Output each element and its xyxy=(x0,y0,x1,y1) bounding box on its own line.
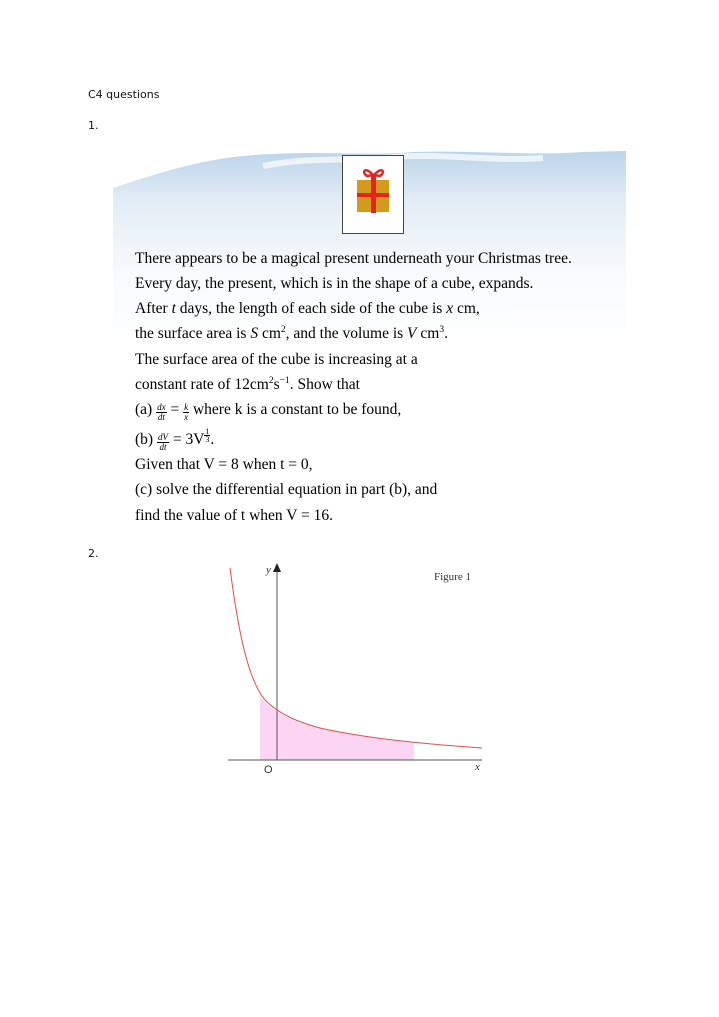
q1-line-3: After t days, the length of each side of the cube is x cm, xyxy=(135,300,480,317)
page-title: C4 questions xyxy=(88,88,160,101)
q1-given: Given that V = 8 when t = 0, xyxy=(135,456,313,473)
exponent-one-third: $\frac{1}{3}$ xyxy=(205,427,210,444)
question-2-number: 2. xyxy=(88,547,99,560)
gift-image-frame xyxy=(342,155,404,234)
axis-y-label: y xyxy=(266,564,271,576)
axis-x-label: x xyxy=(475,761,480,773)
y-axis-arrow xyxy=(273,563,281,572)
origin-label: O xyxy=(264,764,273,776)
fraction-dV-dt: $\frac{dV}{dt}$ xyxy=(157,432,168,452)
q1-final: find the value of t when V = 16. xyxy=(135,507,334,524)
q1-part-a: (a) $\frac{dx}{dt}$ = $\frac{k}{x}$ where k is a constant to be found, xyxy=(135,401,402,422)
q1-line-6: constant rate of $12cm^2s^{-1}$. Show that xyxy=(135,376,360,393)
q1-line-1: There appears to be a magical present underneath your Christmas tree. xyxy=(135,250,572,267)
fraction-k-x: $\frac{k}{x}$ xyxy=(184,402,189,422)
fraction-dx-dt: $\frac{dx}{dt}$ xyxy=(157,402,166,422)
q1-line-2: Every day, the present, which is in the shape of a cube, expands. xyxy=(135,275,534,292)
q1-part-b: (b) $\frac{dV}{dt}$ = 3V $\frac{1}{3}$ . xyxy=(135,427,215,452)
q1-line-4: the surface area is S $cm^2$, and the volume is V $cm^3$. xyxy=(135,325,448,342)
figure-1-graph xyxy=(220,560,495,780)
figure-label: Figure 1 xyxy=(434,571,471,583)
question-1-number: 1. xyxy=(88,119,99,132)
q1-part-c: (c) solve the differential equation in part (b), and xyxy=(135,481,438,498)
gift-icon xyxy=(343,156,403,233)
shaded-region xyxy=(260,697,414,760)
q1-line-5: The surface area of the cube is increasing at a xyxy=(135,351,418,368)
